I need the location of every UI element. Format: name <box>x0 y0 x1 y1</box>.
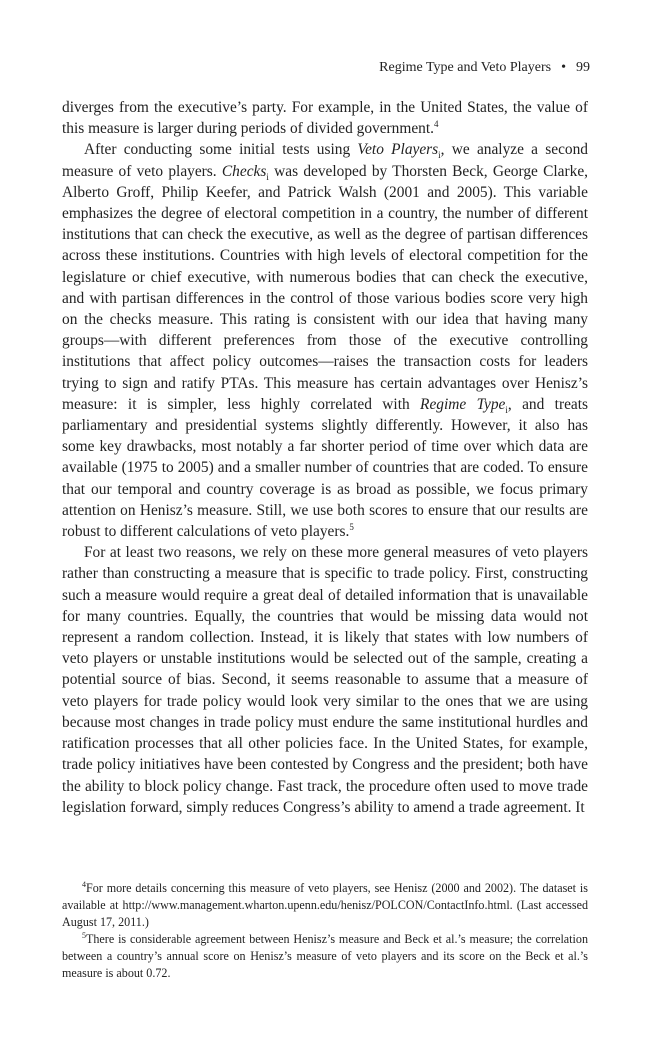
footnote-ref-5: 5 <box>349 521 354 532</box>
subscript-i: i <box>505 404 508 415</box>
footnotes <box>62 880 588 982</box>
subscript-i: i <box>266 171 269 182</box>
variable-checks: Checks <box>221 162 267 180</box>
subscript-i: i <box>438 150 441 161</box>
body-text <box>62 97 588 818</box>
paragraph-3 <box>62 542 588 818</box>
paragraph-text: diverges from the executive’s party. For example, in the United States, the value of this measure is larger during periods of divided government. <box>62 99 588 138</box>
footnote-ref-4: 4 <box>434 119 439 130</box>
paragraph-2 <box>62 139 588 542</box>
footnote-text: There is considerable agreement between Henisz’s measure and Beck et al.’s measure; the correlation between a country’s annual score on Henisz’s measure of veto players and its score on the Beck et al.’s measure is about 0.72. <box>62 932 588 980</box>
paragraph-text: , we analyze a second measure of veto players. <box>62 141 588 180</box>
paragraph-text: was developed by Thorsten Beck, George Clarke, Alberto Groff, Philip Keefer, and Patrick Walsh (2001 and 2005). This variable emphasizes the degree of electoral competition in a country, the number of different institutions that can check the executive, as well as the degree of partisan differences across these institutions. Countries with high levels of electoral competition for the legislature or chief executive, with numerous bodies that can check the executive, and with partisan differences in the control of those various bodies score very high on the checks measure. This rating is consistent with our idea that having many groups—with different preferences from those of the executive controlling institutions that affect policy outcomes—raises the transaction costs for leaders trying to sign and ratify PTAs. This measure has certain advantages over Henisz’s measure: it is simpler, less highly correlated with <box>62 162 589 413</box>
paragraph-text: After conducting some initial tests using <box>84 141 358 159</box>
paragraph-text: , and treats parliamentary and presidential systems slightly differently. However, it also has some key drawbacks, most notably a far shorter period of time over which data are available (1975 to 2005) and a smaller number of countries that are coded. To ensure that our temporal and country coverage is as broad as possible, we focus primary attention on Henisz’s measure. Still, we use both scores to ensure that our results are robust to different calculations of veto players. <box>62 395 589 541</box>
footnote-mark: 5 <box>82 930 86 940</box>
variable-regime-type: Regime Type <box>420 395 506 413</box>
page-number: 99 <box>576 60 590 75</box>
footnote-mark: 4 <box>82 879 86 889</box>
paragraph-1 <box>62 97 588 139</box>
variable-veto-players: Veto Players <box>357 141 439 159</box>
running-title: Regime Type and Veto Players <box>379 60 552 75</box>
header-separator: • <box>561 60 566 75</box>
footnote-text: For more details concerning this measure of veto players, see Henisz (2000 and 2002). The dataset is available at http://www.management.wharton.upenn.edu/henisz/POLCON/ContactInfo.html. (Last accessed August 17, 2011.) <box>62 881 588 929</box>
running-head <box>60 60 590 76</box>
footnote-5 <box>62 931 588 982</box>
paragraph-text: For at least two reasons, we rely on these more general measures of veto players rather than constructing a measure that is specific to trade policy. First, constructing such a measure would require a great deal of detailed information that is unavailable for many countries. Equally, the countries that would be missing data would not represent a random collection. Instead, it is likely that states with low numbers of veto players or unstable institutions would be selected out of the sample, creating a potential source of bias. Second, it seems reasonable to assume that a measure of veto players for trade policy would look very similar to the ones that we are using because most changes in trade policy must endure the same institutional hurdles and ratification processes that all other policies face. In the United States, for example, trade policy initiatives have been contested by Congress and the president; both have the ability to block policy change. Fast track, the procedure often used to move trade legislation forward, simply reduces Congress’s ability to amend a trade agreement. It <box>62 544 588 816</box>
footnote-4 <box>62 880 588 931</box>
